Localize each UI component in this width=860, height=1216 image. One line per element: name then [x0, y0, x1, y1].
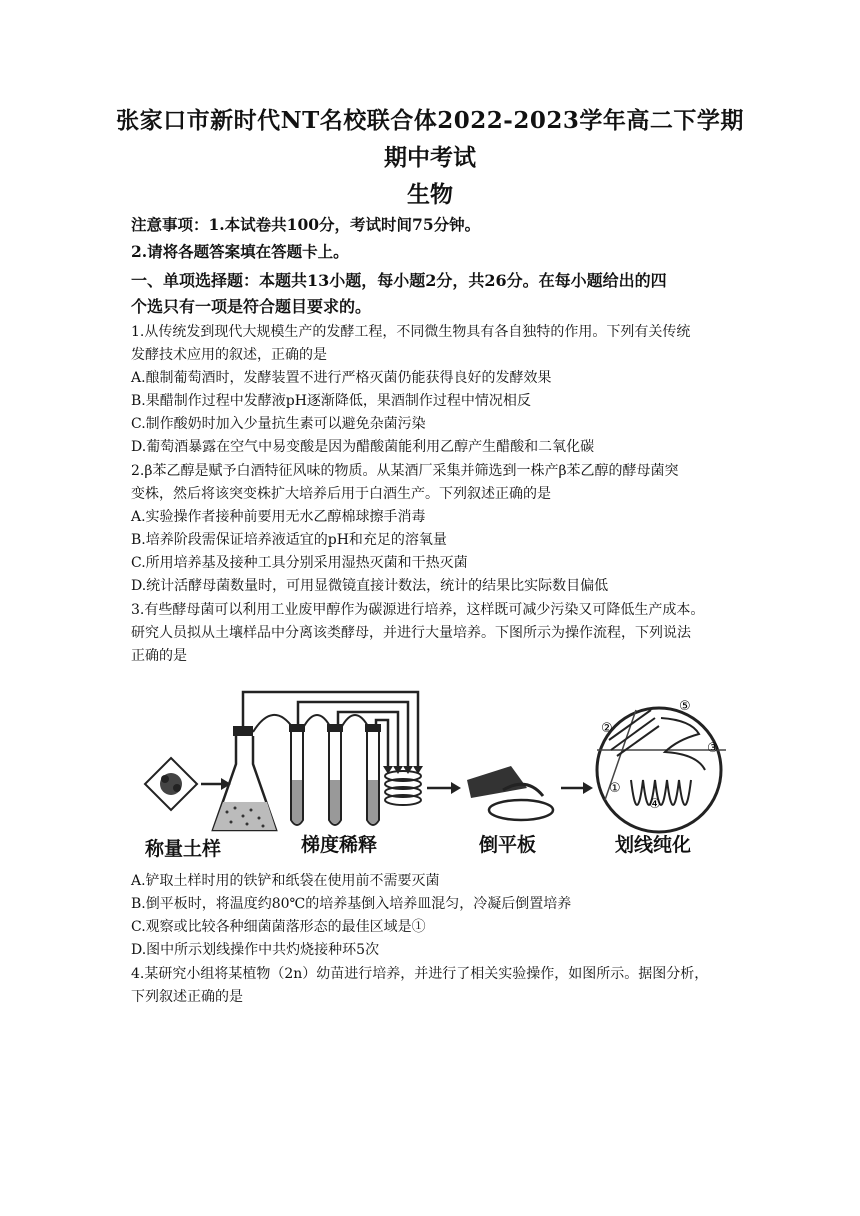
question-3-option-a: A.铲取土样时用的铁铲和纸袋在使用前不需要灭菌: [131, 873, 440, 889]
question-1-option-b: B.果醋制作过程中发酵液pH逐渐降低，果酒制作过程中情况相反: [131, 393, 531, 409]
label-streak-purify: 划线纯化: [615, 834, 692, 856]
question-2-option-c: C.所用培养基及接种工具分别采用湿热灭菌和干热灭菌: [131, 555, 468, 571]
petri-dish-stack: [385, 771, 421, 805]
zone-mark-2: ②: [601, 721, 613, 736]
question-3-stem-line-2: 研究人员拟从土壤样品中分离该类酵母，并进行大量培养。下图所示为操作流程，下列说法: [131, 625, 691, 641]
question-3-option-c: C.观察或比较各种细菌菌落形态的最佳区域是①: [131, 919, 426, 935]
streak-plate: [597, 699, 726, 832]
question-2-stem-line-1: 2.β苯乙醇是赋予白酒特征风味的物质。从某酒厂采集并筛选到一株产β苯乙醇的酵母菌突: [131, 463, 679, 479]
question-1-option-d: D.葡萄酒暴露在空气中易变酸是因为醋酸菌能利用乙醇产生醋酸和二氧化碳: [131, 439, 595, 455]
question-1-option-a: A.酿制葡萄酒时，发酵装置不进行严格灭菌仍能获得良好的发酵效果: [131, 370, 552, 386]
question-2-option-b: B.培养阶段需保证培养液适宜的pH和充足的溶氧量: [131, 532, 447, 548]
pouring-plate: [467, 766, 553, 820]
section-heading-line-2: 个选只有一项是符合题目要求的。: [131, 297, 372, 316]
label-gradient-dilution: 梯度稀释: [301, 834, 378, 856]
question-2-stem-line-2: 变株，然后将该突变株扩大培养后用于白酒生产。下列叙述正确的是: [131, 486, 551, 502]
question-2-option-d: D.统计活酵母菌数量时，可用显微镜直接计数法，统计的结果比实际数目偏低: [131, 578, 609, 594]
zone-mark-5: ⑤: [679, 699, 691, 714]
exam-title: 张家口市新时代NT名校联合体2022-2023学年高二下学期: [116, 107, 744, 134]
soil-sample-icon: [145, 758, 197, 810]
zone-mark-4: ④: [649, 797, 661, 812]
question-1-option-c: C.制作酸奶时加入少量抗生素可以避免杂菌污染: [131, 416, 426, 432]
test-tube-2: [327, 724, 343, 825]
zone-mark-3: ③: [707, 741, 719, 756]
test-tubes: [289, 724, 381, 825]
test-tube-1: [289, 724, 305, 825]
label-pour-plate: 倒平板: [479, 834, 537, 856]
exam-subject: 生物: [407, 181, 453, 208]
section-heading-line-1: 一、单项选择题：本题共13小题，每小题2分，共26分。在每小题给出的四: [131, 271, 667, 290]
dilution-arrows: [253, 715, 369, 732]
zone-mark-1: ①: [609, 781, 621, 796]
conical-flask: [213, 726, 276, 830]
question-3-stem-line-1: 3.有些酵母菌可以利用工业废甲醇作为碳源进行培养，这样既可减少污染又可降低生产成本。: [131, 602, 705, 618]
question-1-stem-line-1: 1.从传统发到现代大规模生产的发酵工程，不同微生物具有各自独特的作用。下列有关传统: [131, 324, 691, 340]
notice-line-1: 注意事项：1.本试卷共100分，考试时间75分钟。: [131, 215, 481, 234]
question-4-stem-line-2: 下列叙述正确的是: [131, 989, 243, 1005]
question-2-option-a: A.实验操作者接种前要用无水乙醇棉球擦手消毒: [131, 509, 426, 525]
procedure-figure: [131, 680, 729, 860]
label-weigh-soil: 称量土样: [145, 838, 222, 860]
question-3-option-d: D.图中所示划线操作中共灼烧接种环5次: [131, 942, 380, 958]
question-3-option-b: B.倒平板时，将温度约80℃的培养基倒入培养皿混匀，冷凝后倒置培养: [131, 896, 572, 912]
question-1-stem-line-2: 发酵技术应用的叙述，正确的是: [131, 347, 327, 363]
question-4-stem-line-1: 4.某研究小组将某植物（2n）幼苗进行培养，并进行了相关实验操作，如图所示。据图分析，: [131, 966, 709, 982]
notice-line-2: 2.请将各题答案填在答题卡上。: [131, 242, 349, 261]
question-3-stem-line-3: 正确的是: [131, 648, 187, 664]
test-tube-3: [365, 724, 381, 825]
exam-title-continued: 期中考试: [384, 144, 476, 171]
